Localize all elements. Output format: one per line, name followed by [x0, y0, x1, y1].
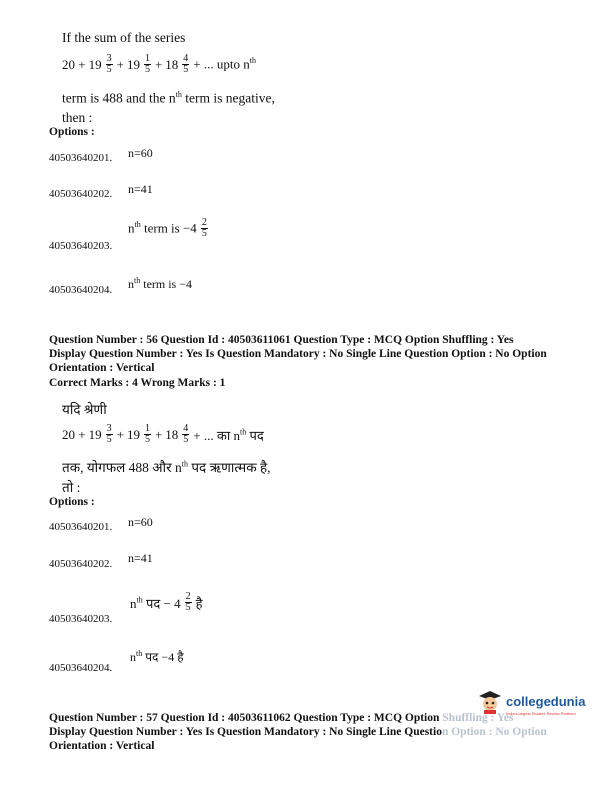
q2-option-id-1: 40503640201. [49, 521, 113, 533]
q1-intro: If the sum of the series [62, 30, 186, 45]
logo-text: collegedunia [506, 694, 586, 709]
q2-options-label: Options : [49, 496, 95, 508]
fraction: $\frac{1}{5}$ [144, 423, 150, 445]
q2-then: तो : [62, 480, 81, 495]
q1-then: then : [62, 110, 93, 125]
q1-options-label: Options : [49, 126, 95, 138]
fraction: $\frac{4}{5}$ [183, 423, 189, 445]
q2-line3: तक, योगफल 488 और $n^{th}$ पद ऋणात्मक है, [62, 459, 271, 475]
fraction: $\frac{3}{5}$ [106, 423, 112, 445]
q56-meta-line2: Display Question Number : Yes Is Question Mandatory : No Single Line Question Option : No Option [49, 348, 547, 360]
q56-meta-line3: Orientation : Vertical [49, 362, 155, 374]
q1-option-id-4: 40503640204. [49, 284, 113, 296]
q1-line3: term is 488 and the $n^{th}$ term is negative, [62, 90, 275, 106]
q2-intro: यदि श्रेणी [62, 402, 107, 417]
q2-series: 20 + 19 $\frac{3}{5}$ + 19 $\frac{1}{5}$ + 18 $\frac{4}{5}$ + ... का $n^{th}$ पद [62, 423, 264, 445]
q56-meta-line4: Correct Marks : 4 Wrong Marks : 1 [49, 377, 226, 389]
q2-option-id-4: 40503640204. [49, 662, 113, 674]
fraction: $\frac{3}{5}$ [106, 53, 112, 75]
q1-series: 20 + 19 $\frac{3}{5}$ + 19 $\frac{1}{5}$ + 18 $\frac{4}{5}$ + ... upto $n^{th}$ [62, 53, 256, 75]
q56-meta-line1: Question Number : 56 Question Id : 40503611061 Question Type : MCQ Option Shuffling : Yes [49, 334, 514, 346]
q1-option-id-2: 40503640202. [49, 188, 113, 200]
q2-option-id-3: 40503640203. [49, 613, 113, 625]
fraction: $\frac{1}{5}$ [144, 53, 150, 75]
q1-option-1[interactable]: n=60 [128, 146, 153, 160]
fraction: $\frac{2}{5}$ [201, 217, 207, 239]
fraction: $\frac{4}{5}$ [183, 53, 189, 75]
q1-option-4[interactable]: $n^{th}$ term is −4 [128, 276, 192, 291]
q2-option-1[interactable]: n=60 [128, 515, 153, 529]
q2-option-4[interactable]: $n^{th}$ पद −4 है [130, 649, 184, 664]
q57-meta-line2: Display Question Number : Yes Is Question Mandatory : No Single Line Question Option : No Option [49, 726, 547, 738]
q1-option-id-3: 40503640203. [49, 240, 113, 252]
logo-tagline: India's largest Student Review Platform [506, 711, 576, 716]
fraction: $\frac{2}{5}$ [185, 591, 191, 613]
q2-option-3[interactable]: $n^{th}$ पद − 4 $\frac{2}{5}$ है [130, 591, 203, 613]
q1-option-2[interactable]: n=41 [128, 182, 153, 196]
q57-meta-line1: Question Number : 57 Question Id : 40503611062 Question Type : MCQ Option Shuffling : Yes [49, 712, 514, 724]
q2-option-2[interactable]: n=41 [128, 551, 153, 565]
q1-option-3[interactable]: $n^{th}$ term is −4 $\frac{2}{5}$ [128, 217, 207, 239]
q2-option-id-2: 40503640202. [49, 558, 113, 570]
q1-option-id-1: 40503640201. [49, 152, 113, 164]
q57-meta-line3: Orientation : Vertical [49, 740, 155, 752]
